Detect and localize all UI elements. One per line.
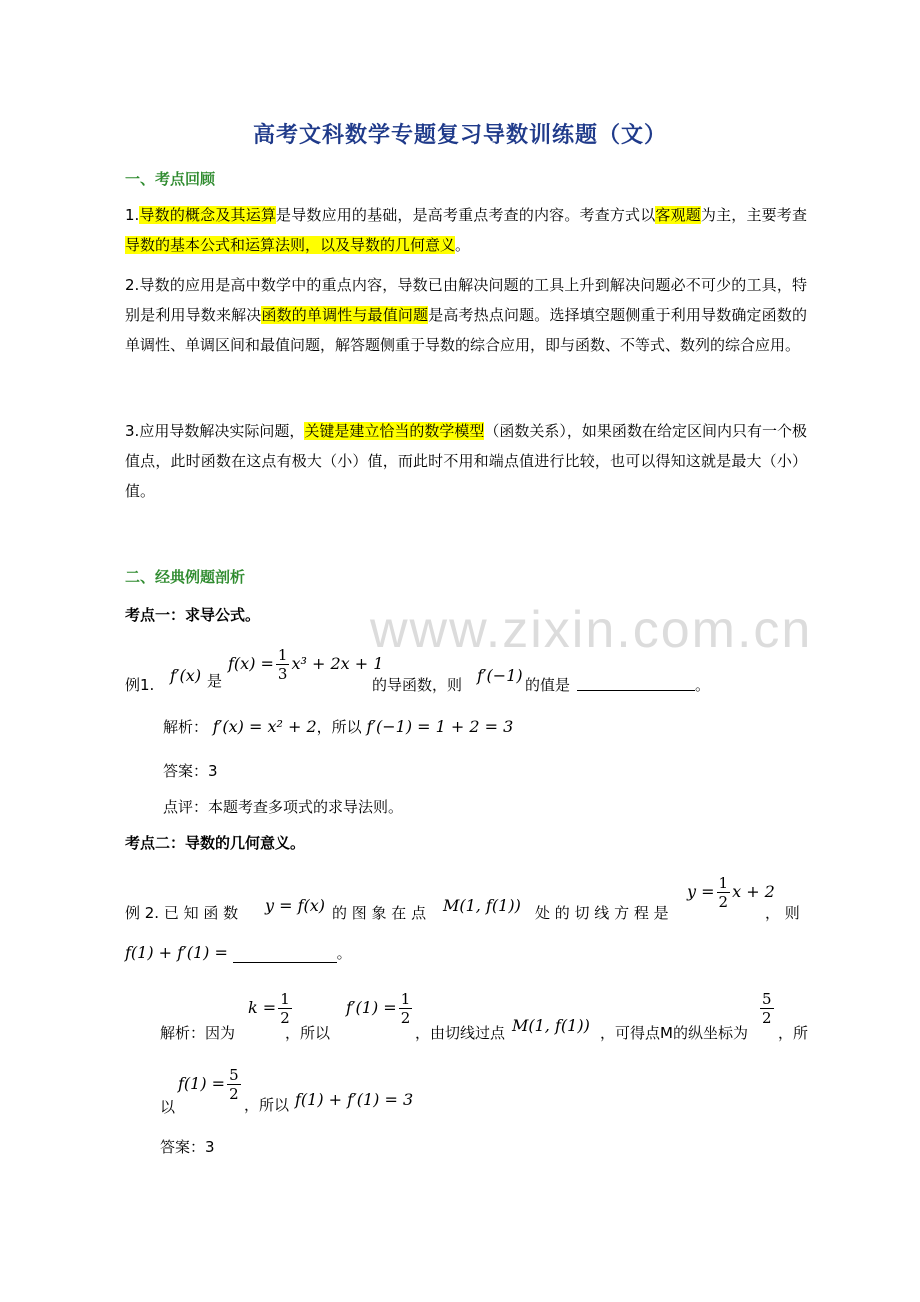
function-definition: f(x) = $\frac{1}{3}$ x³ + 2x + 1 [228, 646, 384, 683]
watermark: www.zixin.com.cn [370, 601, 813, 659]
paragraph-2: 2.导数的应用是高中数学中的重点内容，导数已由解决问题的工具上升到解决问题必不可少的工具，特别是利用导数来解决函数的单调性与最值问题是高考热点问题。选择填空题侧重于利用导数确定函数的单调性、单调区间和最值问题，解答题侧重于导数的综合应用，即与函数、不等式、数列的综合应用。 [125, 276, 807, 354]
highlight-objective: 客观题 [655, 206, 701, 224]
example-2-answer: 答案：3 [160, 1138, 215, 1156]
answer-blank[interactable] [577, 672, 695, 691]
highlight-concept: 导数的概念及其运算 [139, 206, 277, 224]
highlight-monotonic: 函数的单调性与最值问题 [261, 306, 429, 324]
derivative-at-minus-one: f′(−1) [477, 666, 523, 685]
topic-two-heading: 考点二：导数的几何意义。 [125, 834, 306, 852]
example-2-solution-line2: 以 f(1) = $\frac{5}{2}$ ，所以 f(1) + f′(1) = 3 [160, 1066, 414, 1116]
derivative-expr: f′(x) [170, 666, 202, 685]
example-2: 例 2. 已 知 函 数 y = f(x) 的 图 象 在 点 M(1, f(1)) 处 的 切 线 方 程 是 y = $\frac{1}{2}$ x + 2 ， 则 [125, 874, 800, 922]
section-heading-review: 一、考点回顾 [125, 170, 216, 188]
example-1-solution: 解析： f′(x) = x² + 2，所以 f′(−1) = 1 + 2 = 3 [163, 717, 514, 736]
tangent-line-equation: y = $\frac{1}{2}$ x + 2 [687, 874, 775, 911]
document-title: 高考文科数学专题复习导数训练题（文） [252, 123, 667, 148]
example-1-answer: 答案：3 [163, 762, 218, 780]
highlight-model: 关键是建立恰当的数学模型 [304, 422, 485, 440]
topic-one-heading: 考点一：求导公式。 [125, 606, 261, 624]
section-heading-examples: 二、经典例题剖析 [125, 568, 246, 586]
highlight-formulas: 导数的基本公式和运算法则，以及导数的几何意义 [125, 236, 456, 254]
paragraph-1: 1.导数的概念及其运算是导数应用的基础，是高考重点考查的内容。考查方式以客观题为主，主要考查导数的基本公式和运算法则，以及导数的几何意义。 [125, 206, 807, 254]
answer-blank-2[interactable] [233, 944, 337, 963]
example-2-question-line2: f(1) + f′(1) = 。 [125, 943, 352, 962]
paragraph-3: 3.应用导数解决实际问题，关键是建立恰当的数学模型（函数关系），如果函数在给定区间内只有一个极值点，此时函数在这点有极大（小）值，而此时不用和端点值进行比较，也可以得知这就是最大（小）值。 [125, 422, 807, 500]
example-1-comment: 点评：本题考查多项式的求导法则。 [163, 798, 404, 816]
example-2-solution: 解析：因为 k = $\frac{1}{2}$ ，所以 f′(1) = $\frac{1}{2}$ ，由切线过点 M(1, f(1)) ，可得点M的纵坐标为 $\frac{5}{2}$ ，所 [160, 990, 809, 1042]
example-1: 例1. f′(x) 是 f(x) = $\frac{1}{3}$ x³ + 2x + 1 的导函数，则 f′(−1) 的值是 。 [125, 646, 711, 694]
